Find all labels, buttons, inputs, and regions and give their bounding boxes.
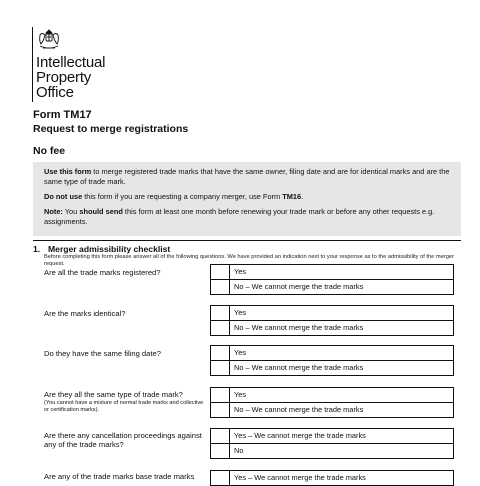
guidance-paragraph-1 <box>44 167 453 187</box>
guidance-emphasis: Use this form <box>44 167 92 176</box>
royal-coat-of-arms-icon <box>36 29 62 51</box>
answer-group-cancellation-proceedings <box>210 428 454 459</box>
answer-label: No – We cannot merge the trade marks <box>229 321 454 336</box>
answer-label: Yes <box>229 345 454 361</box>
guidance-text: You <box>62 207 80 216</box>
checkbox[interactable] <box>210 280 229 295</box>
section-divider <box>33 240 461 241</box>
checkbox[interactable] <box>210 264 229 280</box>
guidance-paragraph-2 <box>44 192 453 202</box>
question-marks-identical <box>44 309 204 318</box>
checkbox[interactable] <box>210 428 229 444</box>
guidance-emphasis: should send <box>79 207 123 216</box>
guidance-box <box>33 162 461 236</box>
org-line-2: Property <box>36 69 92 86</box>
answer-label: No <box>229 444 454 459</box>
answer-group-same-type <box>210 387 454 418</box>
question-text: Are the marks identical? <box>44 309 126 318</box>
checkbox[interactable] <box>210 345 229 361</box>
checkbox[interactable] <box>210 444 229 459</box>
answer-option[interactable] <box>210 321 454 336</box>
checkbox[interactable] <box>210 321 229 336</box>
question-all-registered <box>44 268 204 277</box>
org-line-1: Intellectual <box>36 54 106 71</box>
answer-option[interactable] <box>210 280 454 295</box>
answer-label: No – We cannot merge the trade marks <box>229 403 454 418</box>
answer-option[interactable] <box>210 264 454 280</box>
organisation-name <box>36 55 105 100</box>
form-reference: TM16 <box>282 192 302 201</box>
answer-option[interactable] <box>210 345 454 361</box>
answer-group-base-trade-marks <box>210 470 454 486</box>
answer-label: Yes <box>229 264 454 280</box>
question-text: Are they all the same type of trade mark? <box>44 390 183 399</box>
section-title: Merger admissibility checklist <box>48 244 171 254</box>
section-intro: Before completing this form please answer all of the following questions. We have provided an indication next to your response as to the admissibility of the merger request. <box>44 254 454 267</box>
form-number: Form TM17 <box>33 109 92 121</box>
answer-label: No – We cannot merge the trade marks <box>229 361 454 376</box>
section-heading <box>33 244 170 254</box>
question-text: Are all the trade marks registered? <box>44 268 161 277</box>
question-same-filing-date <box>44 349 204 358</box>
guidance-text: . <box>301 192 304 201</box>
section-number: 1. <box>33 244 41 254</box>
guidance-text: to merge registered trade marks that have the same owner, filing date and are for identical marks and are the same type of trade mark. <box>44 167 450 186</box>
checkbox[interactable] <box>210 305 229 321</box>
question-text: Do they have the same filing date? <box>44 349 161 358</box>
answer-option[interactable] <box>210 403 454 418</box>
checkbox[interactable] <box>210 403 229 418</box>
question-cancellation-proceedings <box>44 431 204 449</box>
guidance-paragraph-3 <box>44 207 453 227</box>
guidance-emphasis: Do not use <box>44 192 83 201</box>
answer-option[interactable] <box>210 387 454 403</box>
checkbox[interactable] <box>210 387 229 403</box>
answer-label: Yes – We cannot merge the trade marks <box>229 428 454 444</box>
answer-option[interactable] <box>210 428 454 444</box>
answer-group-marks-identical <box>210 305 454 336</box>
guidance-text: this form at least one month before renewing your trade mark or before any other requests e.g. assignments. <box>44 207 435 226</box>
fee-label: No fee <box>33 145 66 157</box>
question-text: Are any of the trade marks base trade marks <box>44 472 195 481</box>
question-same-type <box>44 390 204 414</box>
answer-label: Yes – We cannot merge the trade marks <box>229 470 454 486</box>
answer-option[interactable] <box>210 444 454 459</box>
question-text: Are there any cancellation proceedings against any of the trade marks? <box>44 431 202 449</box>
answer-option[interactable] <box>210 470 454 486</box>
org-line-3: Office <box>36 84 74 101</box>
answer-label: Yes <box>229 387 454 403</box>
answer-option[interactable] <box>210 305 454 321</box>
form-title: Request to merge registrations <box>33 123 189 135</box>
answer-group-all-registered <box>210 264 454 295</box>
answer-label: Yes <box>229 305 454 321</box>
answer-label: No – We cannot merge the trade marks <box>229 280 454 295</box>
guidance-text: this form if you are requesting a company merger, use Form <box>82 192 283 201</box>
checkbox[interactable] <box>210 361 229 376</box>
guidance-emphasis: Note: <box>44 207 63 216</box>
checkbox[interactable] <box>210 470 229 486</box>
question-note: (You cannot have a mixture of normal trade marks and collective or certification marks). <box>44 400 204 413</box>
logo-divider-line <box>32 27 33 102</box>
answer-option[interactable] <box>210 361 454 376</box>
answer-group-same-filing-date <box>210 345 454 376</box>
